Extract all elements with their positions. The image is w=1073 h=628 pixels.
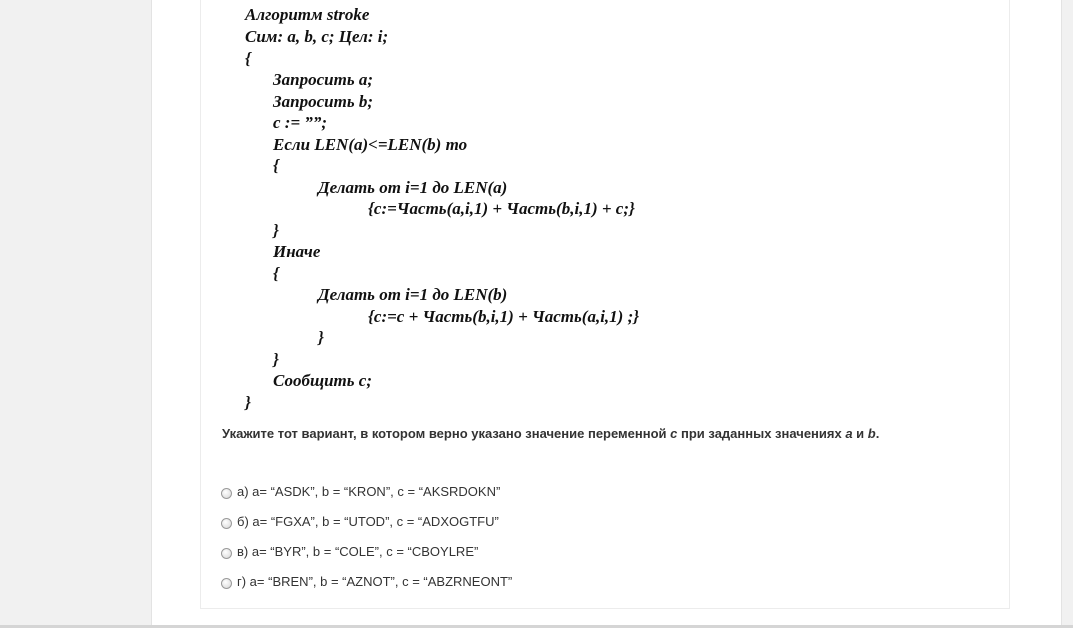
code-line-declarations: Сим: a, b, c; Цел: i;: [245, 27, 389, 46]
code-line-else-open-brace: {: [273, 264, 279, 283]
question-text-part: Укажите тот вариант, в котором верно указано значение переменной: [222, 426, 671, 441]
code-line-close-brace: }: [245, 393, 251, 412]
answer-option-c[interactable]: [221, 542, 478, 560]
code-line-else-close-brace: }: [273, 350, 279, 369]
code-line-open-brace: {: [245, 49, 251, 68]
code-line-input-b: Запросить b;: [273, 92, 374, 111]
question-text-part: .: [875, 426, 880, 441]
code-line-if-close-brace: }: [273, 221, 279, 240]
question-text-part: и: [852, 426, 868, 441]
question-var-c: c: [670, 426, 678, 441]
code-line-loop-b-close-brace: }: [318, 328, 324, 347]
code-line-input-a: Запросить a;: [273, 70, 374, 89]
code-line-if-open-brace: {: [273, 156, 279, 175]
radio-button-a[interactable]: [221, 488, 232, 499]
radio-button-c[interactable]: [221, 548, 232, 559]
code-line-loop-b: Делать от i=1 до LEN(b): [318, 285, 508, 304]
code-line-loop-a-body: {c:=Часть(a,i,1) + Часть(b,i,1) + c;}: [368, 199, 635, 218]
code-line-loop-a: Делать от i=1 до LEN(a): [318, 178, 508, 197]
answer-option-d[interactable]: [221, 572, 512, 590]
radio-button-d[interactable]: [221, 578, 232, 589]
answer-option-label[interactable]: г) a= “BREN”, b = “AZNOT”, c = “ABZRNEONT”: [237, 573, 513, 589]
radio-button-b[interactable]: [221, 518, 232, 529]
code-line-init-c: c := ””;: [273, 113, 328, 132]
question-var-b: b: [867, 426, 876, 441]
answer-option-label[interactable]: а) a= “ASDK”, b = “KRON”, c = “AKSRDOKN”: [237, 483, 501, 499]
answer-option-label[interactable]: б) a= “FGXA”, b = “UTOD”, c = “ADXOGTFU”: [237, 513, 499, 529]
answer-option-b[interactable]: [221, 512, 499, 530]
code-line-if: Если LEN(a)<=LEN(b) то: [273, 135, 468, 154]
code-line-loop-b-body: {c:=c + Часть(b,i,1) + Часть(a,i,1) ;}: [368, 307, 640, 326]
code-line-output: Сообщить c;: [273, 371, 373, 390]
question-text-part: при заданных значениях: [677, 426, 846, 441]
answer-option-a[interactable]: [221, 482, 500, 500]
question-var-a: a: [845, 426, 853, 441]
question-text: [222, 426, 879, 441]
code-line-title: Алгоритм stroke: [245, 5, 370, 24]
answer-option-label[interactable]: в) a= “BYR”, b = “COLE”, c = “CBOYLRE”: [237, 543, 479, 559]
code-line-else: Иначе: [273, 242, 321, 261]
